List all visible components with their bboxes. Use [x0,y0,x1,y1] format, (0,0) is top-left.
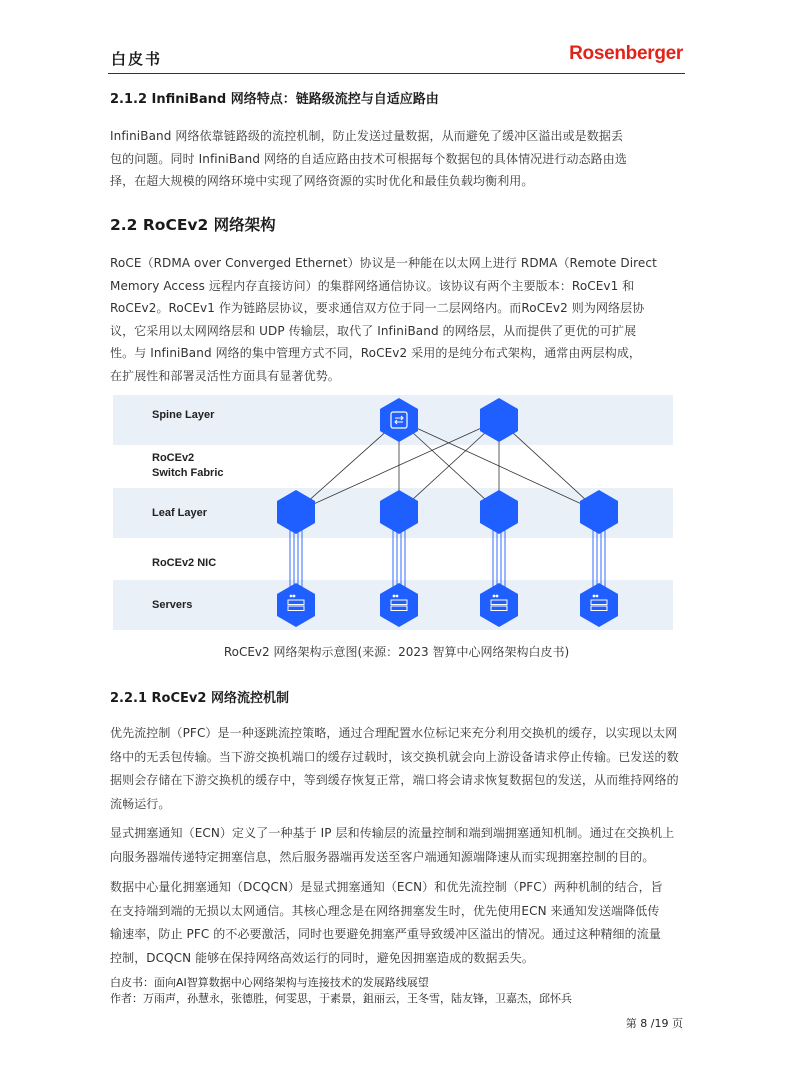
label-leaf-layer: Leaf Layer [152,507,208,519]
text-line: 优先流控制（PFC）是一种逐跳流控策略，通过合理配置水位标记来充分利用交换机的缓存，以实现以太网 [110,726,678,740]
text-line: RoCEv2。RoCEv1 作为链路层协议，要求通信双方位于同一二层网络内。而RoCEv2 则为网络层协 [110,301,645,315]
paragraph-ecn [110,822,685,869]
text-line: 在支持端到端的无损以太网通信。其核心理念是在网络拥塞发生时，优先使用ECN 来通知发送端降低传 [110,903,660,918]
footer-title: 白皮书：面向AI智算数据中心网络架构与连接技术的发展路线展望 [110,976,429,989]
label-rocev2-nic: RoCEv2 NIC [152,557,217,569]
label-servers: Servers [152,599,193,611]
text-line: 络中的无丢包传输。当下游交换机端口的缓存过载时，该交换机就会向上游设备请求停止传输。已发送的数 [110,749,679,764]
text-line: 输速率，防止 PFC 的不必要激活，同时也要避免拥塞严重导致缓冲区溢出的情况。通过这种精细的流量 [110,927,661,941]
heading-2-2: 2.2 RoCEv2 网络架构 [110,216,276,234]
heading-2-2-1: 2.2.1 RoCEv2 网络流控机制 [110,691,289,706]
paragraph-infiniband [110,125,685,193]
text-line: 据则会存储在下游交换机的缓存中，等到缓存恢复正常，端口将会请求恢复数据包的发送，从而维持网络的 [110,773,679,787]
text-line: Memory Access 远程内存直接访问）的集群网络通信协议。该协议有两个主要版本：RoCEv1 和 [110,278,635,293]
brand-logo: Rosenberger [569,43,683,64]
text-line: 数据中心量化拥塞通知（DCQCN）是显式拥塞通知（ECN）和优先流控制（PFC）两种机制的结合，旨 [110,880,663,894]
paragraph-dcqcn [110,876,685,970]
text-line: 显式拥塞通知（ECN）定义了一种基于 IP 层和传输层的流量控制和端到端拥塞通知机制。通过在交换机上 [110,826,675,840]
text-line: 在扩展性和部署灵活性方面具有显著优势。 [110,368,340,383]
label-spine-layer: Spine Layer [152,409,215,421]
heading-2-1-2: 2.1.2 InfiniBand 网络特点：链路级流控与自适应路由 [110,92,439,107]
text-line: 包的问题。同时 InfiniBand 网络的自适应路由技术可根据每个数据包的具体情况进行动态路由选 [110,151,627,166]
page-number: 第 8 /19 页 [625,1017,683,1030]
header-title: 白皮书 [111,50,163,68]
text-line: 控制，DCQCN 能够在保持网络高效运行的同时，避免因拥塞造成的数据丢失。 [110,950,534,965]
text-line: 流畅运行。 [110,796,171,811]
header-rule [108,73,685,74]
text-line: 议，它采用以太网网络层和 UDP 传输层，取代了 InfiniBand 的网络层，从而提供了更优的可扩展 [110,323,637,338]
label-fabric-line2: Switch Fabric [152,467,224,479]
label-fabric-line1: RoCEv2 [152,452,195,464]
text-line: 性。与 InfiniBand 网络的集中管理方式不同，RoCEv2 采用的是纯分布式架构，通常由两层构成， [110,346,642,360]
text-line: 择，在超大规模的网络环境中实现了网络资源的实时优化和最佳负载均衡利用。 [110,174,534,188]
text-line: RoCE（RDMA over Converged Ethernet）协议是一种能在以太网上进行 RDMA（Remote Direct [110,256,657,270]
rocev2-architecture-diagram [113,395,673,631]
paragraph-pfc [110,722,685,816]
text-line: 向服务器端传递特定拥塞信息，然后服务器端再发送至客户端通知源端降速从而实现拥塞控制的目的。 [110,849,655,864]
paragraph-roce [110,252,685,387]
footer-authors: 作者：万雨声，孙慧永，张德胜，何雯思，于素景，鉏丽云，王冬雪，陆友锋，卫嘉杰，邱怀兵 [110,992,572,1005]
diagram-caption: RoCEv2 网络架构示意图(来源：2023 智算中心网络架构白皮书) [223,645,570,659]
text-line: InfiniBand 网络依靠链路级的流控机制，防止发送过量数据，从而避免了缓冲区溢出或是数据丢 [110,129,624,143]
